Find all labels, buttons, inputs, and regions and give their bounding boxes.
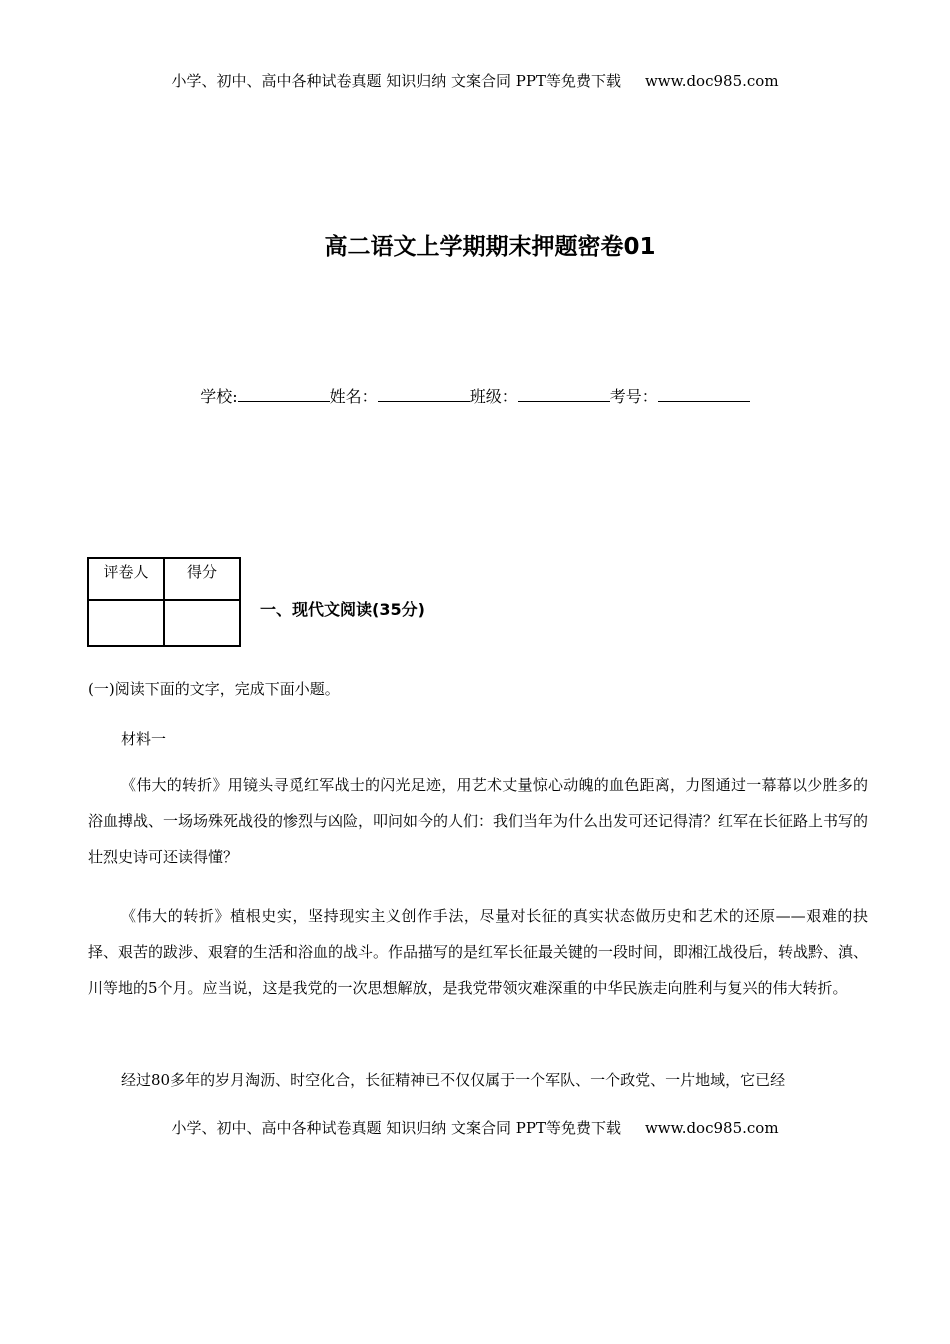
score-table — [87, 557, 241, 647]
header-site-link[interactable]: www.doc985.com — [644, 72, 779, 90]
score-header: 得分 — [164, 558, 240, 600]
page-footer — [0, 1117, 950, 1138]
id-blank — [658, 387, 750, 402]
name-label: 姓名： — [329, 387, 378, 406]
page-header — [0, 70, 950, 91]
grader-cell — [88, 600, 164, 646]
grader-header: 评卷人 — [88, 558, 164, 600]
school-label: 学校: — [200, 387, 238, 406]
paragraph-1: 《伟大的转折》用镜头寻觅红军战士的闪光足迹，用艺术丈量惊心动魄的血色距离，力图通过一幕幕以少胜多的浴血搏战、一场场殊死战役的惨烈与凶险，叩问如今的人们：我们当年为什么出发可还记得清？红军在长征路上书写的壮烈史诗可还读得懂？ — [88, 776, 869, 866]
student-info-line — [0, 384, 950, 407]
paragraph-2: 《伟大的转折》植根史实，坚持现实主义创作手法，尽量对长征的真实状态做历史和艺术的还原——艰难的抉择、艰苦的跋涉、艰窘的生活和浴血的战斗。作品描写的是红军长征最关键的一段时间，即湘江战役后，转战黔、滇、川等地的5个月。应当说，这是我党的一次思想解放，是我党带领灾难深重的中华民族走向胜利与复兴的伟大转折。 — [88, 907, 869, 997]
footer-text: 小学、初中、高中各种试卷真题 知识归纳 文案合同 PPT等免费下载 — [171, 1119, 621, 1137]
paragraph-3: 经过80多年的岁月淘沥、时空化合，长征精神已不仅仅属于一个军队、一个政党、一片地域，它已经 — [121, 1071, 786, 1089]
score-cell — [164, 600, 240, 646]
material-label: 材料一 — [121, 730, 167, 748]
reading-instruction: (一)阅读下面的文字，完成下面小题。 — [88, 680, 340, 698]
section-heading: 一、现代文阅读(35分) — [260, 600, 425, 619]
id-label: 考号： — [609, 387, 658, 406]
header-text: 小学、初中、高中各种试卷真题 知识归纳 文案合同 PPT等免费下载 — [171, 72, 621, 90]
class-label: 班级： — [469, 387, 518, 406]
exam-title: 高二语文上学期期末押题密卷01 — [324, 234, 656, 260]
school-blank — [238, 387, 330, 402]
footer-site-link[interactable]: www.doc985.com — [644, 1119, 779, 1137]
class-blank — [518, 387, 610, 402]
name-blank — [378, 387, 470, 402]
